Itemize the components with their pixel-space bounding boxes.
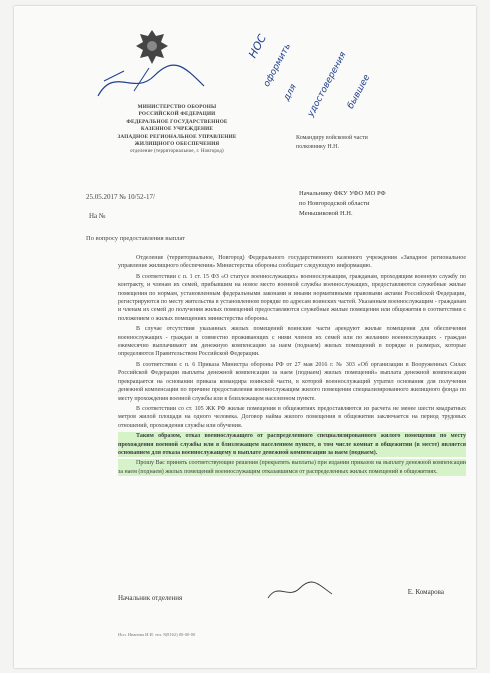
org-line: КАЗЕННОЕ УЧРЕЖДЕНИЕ	[140, 126, 214, 133]
letter-subject: По вопросу предоставления выплат	[86, 235, 185, 242]
signature-block	[118, 588, 468, 602]
handwritten-note: для	[282, 82, 299, 103]
org-line: ФЕДЕРАЛЬНОЕ ГОСУДАРСТВЕННОЕ	[126, 118, 228, 125]
letter-date: 25.05.2017 № 10/52-17/	[86, 193, 155, 201]
org-line: ЖИЛИЩНОГО ОБЕСПЕЧЕНИЯ	[134, 141, 220, 148]
document-page	[14, 6, 476, 668]
recipient-line: Начальнику ФКУ УФО МО РФ	[299, 190, 386, 197]
recipient-line: Меньшиковой Н.Н.	[299, 210, 353, 217]
recipient-block	[299, 189, 479, 219]
org-line: МИНИСТЕРСТВО ОБОРОНЫ	[137, 104, 217, 110]
org-header	[72, 104, 282, 156]
signature-name: Е. Комарова	[407, 588, 444, 596]
body-paragraph: Отделение (территориальное, Новгород) Федерального государственного казенного учреждения «Западное региональное управление жилищного обеспечения» Министерства обороны сообщает следующую информацию.	[118, 255, 466, 270]
addressee-top	[296, 134, 476, 152]
body-paragraph: В соответствии с п. 6 Приказа Министра обороны РФ от 27 мая 2016 г. № 303 «Об организации в Вооруженных Силах Российской Федерации выплаты денежной компенсации за наем (поднаем) жилых помещений» выплата денежной компенсации прекращается на основании приказа командира воинской части, в которой военнослужащий утратил основания для получения денежной компенсации по причине предоставления военнослужащим жилого помещения специализированного жилищного фонда по месту прохождения военной службы или в близлежащем населенном пункте.	[118, 361, 466, 402]
body-paragraph: В соответствии со ст. 105 ЖК РФ жилые помещения в общежитиях предоставляются из расчета не менее шести квадратных метров жилой площади на одного человека. Договор найма жилого помещения в общежитии заключается на период трудовых отношений, прохождения службы или обучения.	[118, 405, 466, 429]
letter-reference: На №	[89, 212, 106, 220]
body-paragraph: В соответствии с п. 1 ст. 15 ФЗ «О статусе военнослужащих» военнослужащим, гражданам, проходящим военную службу по контракту, и членам их семей, прибывшим на новое место военной службы военнослужащих, предоставляются служебные жилые помещения по нормам, установленным федеральными законами и иными нормативными правовыми актами Российской Федерации, регистрируются по месту жительства в установленном порядке по адресам воинских частей. Указанным военнослужащим - гражданам и членам их семей до получения жилых помещений предоставляются служебные жилые помещения или общежития в соответствии с положением о жилых помещениях министерства обороны.	[118, 273, 466, 322]
signature-scribble-icon	[266, 580, 336, 602]
handwritten-note: удостоверения	[306, 50, 349, 119]
addressee-line: полковнику Н.Н.	[296, 144, 339, 150]
handwritten-note: НОС	[246, 32, 270, 61]
org-line: РОССИЙСКОЙ ФЕДЕРАЦИИ	[138, 111, 216, 118]
handwritten-note: бывшее	[346, 73, 373, 111]
handwritten-scribble-icon	[94, 56, 214, 106]
letter-body	[118, 254, 466, 478]
highlighted-paragraph: Таким образом, отказ военнослужащего от распределенного специализированного жилого помещения по месту прохождения военной службы или в близлежащем населенном пункте, в том числе комнат в общежитии (в месте) является основанием для отказа военнослужащему в выплате денежной компенсации за наем (поднаем).	[118, 433, 466, 456]
body-paragraph: В случае отсутствия указанных жилых помещений воинские части арендуют жилые помещения для обеспечения военнослужащих - граждан и совместно проживающих с ними членов их семей или по желанию военнослужащих - граждан ежемесячно выплачивают им денежную компенсацию за наем (поднаем) жилых помещений в порядке и размерах, которые определяются Правительством Российской Федерации.	[118, 326, 466, 358]
highlighted-paragraph: Прошу Вас принять соответствующие решения (прекратить выплаты) при издании приказов на выплату денежной компенсации за наем (поднаем) жилых помещений военнослужащим отказавшимся от распределенных жилых помещений в общежитиях.	[118, 460, 466, 475]
org-line: ЗАПАДНОЕ РЕГИОНАЛЬНОЕ УПРАВЛЕНИЕ	[117, 133, 237, 140]
signature-title: Начальник отделения	[118, 594, 183, 602]
addressee-line: Командиру войсковой части	[296, 135, 368, 141]
recipient-line: по Новгородской области	[299, 200, 370, 207]
footer-note: Исп. Иванова И.И. тел. 8(8162) 00-00-00	[118, 632, 196, 637]
org-sub: отделение (территориальное, г. Новгород)	[130, 149, 224, 155]
handwritten-note: оформить	[262, 41, 294, 89]
